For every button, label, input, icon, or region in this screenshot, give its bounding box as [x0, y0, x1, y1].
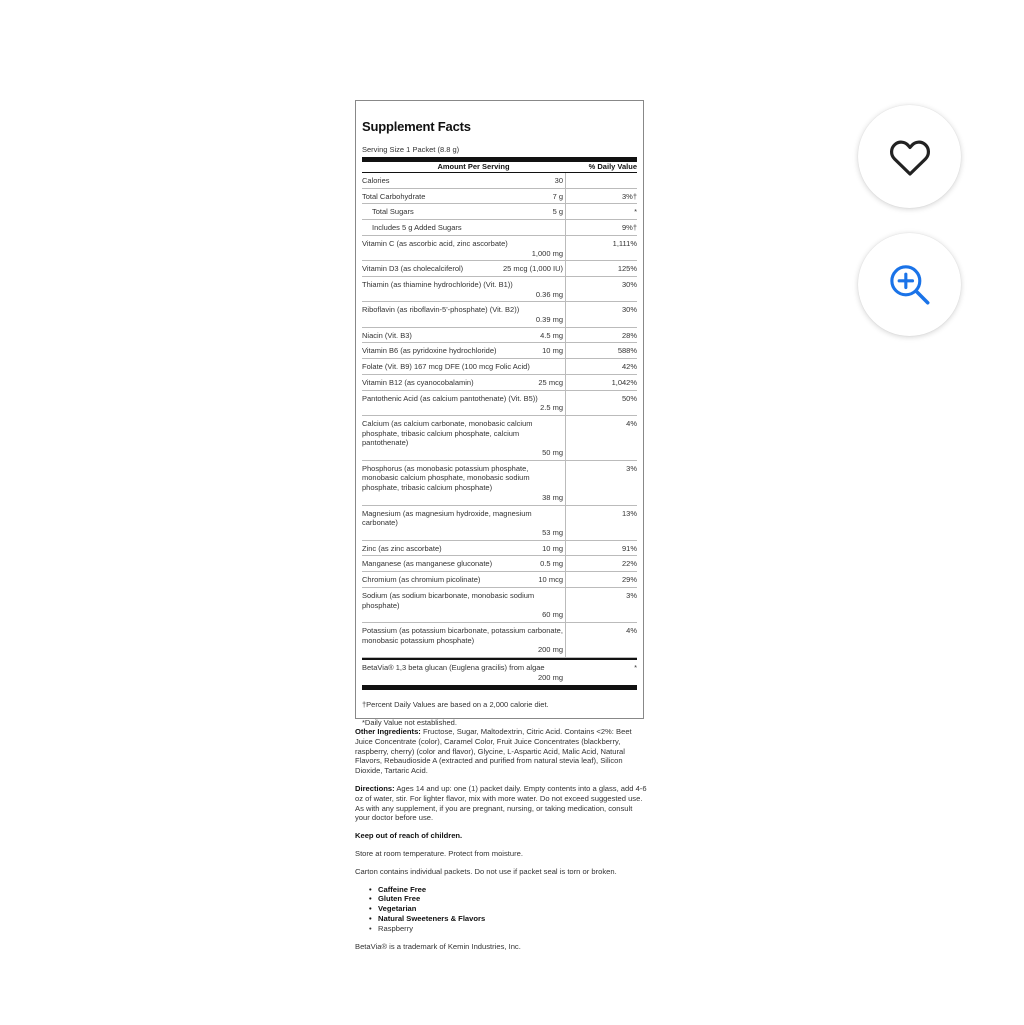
nutrient-daily-value: 1,042%: [565, 375, 637, 390]
nutrient-name-cell: [362, 588, 565, 622]
feature-item: • Vegetarian: [369, 904, 647, 914]
nutrient-name-cell: [362, 261, 565, 276]
nutrient-amount: 50 mg: [542, 448, 563, 458]
betavia-row: [362, 660, 637, 684]
nutrient-name: Total Carbohydrate: [362, 191, 426, 201]
bottom-rule: [362, 685, 637, 690]
warning: [355, 831, 647, 841]
nutrient-name: Pantothenic Acid (as calcium pantothenate) (Vit. B5)): [362, 393, 538, 403]
nutrient-amount: 2.5 mg: [540, 403, 563, 413]
nutrient-name: Niacin (Vit. B3): [362, 330, 412, 340]
carton-text: Carton contains individual packets. Do not use if packet seal is torn or broken.: [355, 866, 617, 876]
nutrient-amount: 1,000 mg: [531, 248, 563, 258]
nutrient-amount: 0.36 mg: [535, 289, 563, 299]
nutrient-name: Total Sugars: [372, 207, 414, 217]
nutrient-row: [362, 588, 637, 623]
footnote-percent: †Percent Daily Values are based on a 2,000 calorie diet.: [362, 700, 549, 710]
nutrient-name: Calories: [362, 176, 390, 185]
nutrient-name: Vitamin D3 (as cholecalciferol): [362, 264, 464, 274]
nutrient-daily-value: 50%: [565, 391, 637, 415]
label-title: Supplement Facts: [362, 119, 471, 134]
nutrient-name: Potassium (as potassium bicarbonate, potassium carbonate, monobasic potassium phosphate): [362, 625, 563, 645]
nutrient-daily-value: 4%: [565, 416, 637, 460]
favorite-button[interactable]: [858, 105, 961, 208]
header-amount: Amount Per Serving: [437, 162, 510, 171]
directions: [355, 784, 647, 823]
nutrient-daily-value: 28%: [565, 328, 637, 343]
nutrient-name: Folate (Vit. B9) 167 mcg DFE (100 mcg Folic Acid): [362, 362, 530, 372]
other-ingredients-label: Other Ingredients:: [355, 727, 421, 736]
nutrient-name-cell: [362, 204, 565, 219]
nutrient-daily-value: 3%: [565, 588, 637, 622]
nutrient-name-cell: [362, 173, 565, 188]
feature-item: • Caffeine Free: [369, 885, 647, 895]
nutrient-daily-value: 1,111%: [565, 236, 637, 260]
other-ingredients: [355, 727, 647, 776]
serving-size: Serving Size 1 Packet (8.8 g): [362, 145, 460, 154]
nutrient-name: Sodium (as sodium bicarbonate, monobasic sodium phosphate): [362, 590, 535, 610]
warning-text: Keep out of reach of children.: [355, 831, 463, 841]
nutrient-name: Thiamin (as thiamine hydrochloride) (Vit. B1)): [362, 279, 513, 289]
nutrient-row: [362, 173, 637, 189]
nutrient-name-cell: [362, 506, 565, 540]
nutrient-name-cell: [362, 359, 565, 374]
nutrient-name-cell: [362, 556, 565, 571]
nutrient-name: Riboflavin (as riboflavin-5'-phosphate) (Vit. B2)): [362, 305, 520, 315]
nutrient-daily-value: [565, 173, 637, 188]
nutrient-name: Includes 5 g Added Sugars: [372, 223, 462, 233]
nutrient-row: [362, 416, 637, 461]
nutrient-row: [362, 623, 637, 658]
nutrient-row: [362, 391, 637, 416]
nutrient-daily-value: 30%: [565, 302, 637, 326]
nutrient-amount: 30: [554, 176, 563, 185]
nutrient-daily-value: 588%: [565, 343, 637, 358]
nutrient-row: [362, 189, 637, 205]
nutrient-name-cell: [362, 189, 565, 204]
nutrient-daily-value: 30%: [565, 277, 637, 301]
header-daily-value: % Daily Value: [588, 162, 637, 171]
betavia-name: BetaVia® 1,3 beta glucan (Euglena gracilis) from algae: [362, 663, 545, 673]
nutrient-name: Vitamin B6 (as pyridoxine hydrochloride): [362, 346, 497, 356]
nutrient-name: Vitamin B12 (as cyanocobalamin): [362, 377, 474, 387]
nutrient-name-cell: [362, 416, 565, 460]
nutrient-row: [362, 236, 637, 261]
nutrient-daily-value: 3%: [565, 461, 637, 505]
nutrient-name: Chromium (as chromium picolinate): [362, 575, 481, 585]
nutrient-row: [362, 328, 637, 344]
nutrient-amount: 10 mg: [542, 543, 563, 553]
nutrient-row: [362, 204, 637, 220]
nutrient-amount: 60 mg: [542, 610, 563, 620]
betavia-amount: 200 mg: [537, 672, 563, 682]
nutrient-amount: 5 g: [552, 207, 563, 217]
nutrient-row: [362, 359, 637, 375]
nutrient-row: [362, 556, 637, 572]
heart-icon: [886, 133, 934, 181]
nutrient-row: [362, 261, 637, 277]
nutrient-name: Manganese (as manganese gluconate): [362, 559, 493, 569]
nutrient-daily-value: 42%: [565, 359, 637, 374]
nutrient-name: Vitamin C (as ascorbic acid, zinc ascorbate): [362, 238, 508, 248]
nutrient-name: Zinc (as zinc ascorbate): [362, 543, 442, 553]
feature-list: [355, 885, 647, 934]
betavia-dv: *: [634, 663, 637, 673]
nutrient-row: [362, 541, 637, 557]
nutrient-daily-value: 22%: [565, 556, 637, 571]
nutrient-row: [362, 572, 637, 588]
nutrient-amount: 0.39 mg: [535, 315, 563, 325]
nutrient-row: [362, 220, 637, 236]
nutrient-daily-value: 125%: [565, 261, 637, 276]
nutrient-name-cell: [362, 277, 565, 301]
nutrient-amount: 0.5 mg: [540, 559, 563, 569]
nutrient-name-cell: [362, 623, 565, 657]
nutrient-amount: 10 mcg: [538, 575, 563, 585]
nutrient-daily-value: 3%†: [565, 189, 637, 204]
nutrient-amount: 200 mg: [537, 645, 563, 655]
nutrient-rows: [362, 173, 637, 658]
nutrient-name-cell: [362, 572, 565, 587]
nutrient-name: Calcium (as calcium carbonate, monobasic calcium phosphate, tribasic calcium phosphate, calcium pantothenate): [362, 418, 533, 448]
directions-text: Ages 14 and up: one (1) packet daily. Empty contents into a glass, add 4-6 oz of water, stir. For lighter flavor, mix with more water. Do not exceed suggested use. As with any supplement, if you are pregnant, nursing, or taking medication, consult your doctor before use.: [355, 783, 647, 823]
nutrient-daily-value: 29%: [565, 572, 637, 587]
nutrient-name-cell: [362, 375, 565, 390]
nutrient-row: [362, 302, 637, 327]
nutrient-name-cell: [362, 541, 565, 556]
feature-item: • Raspberry: [369, 924, 647, 934]
nutrient-daily-value: *: [565, 204, 637, 219]
nutrient-name-cell: [362, 236, 565, 260]
nutrient-row: [362, 277, 637, 302]
nutrient-amount: 10 mg: [542, 346, 563, 356]
supplement-facts-label: [355, 100, 644, 728]
nutrient-name-cell: [362, 391, 565, 415]
zoom-in-icon: [885, 260, 935, 310]
nutrient-amount: 25 mcg: [538, 377, 563, 387]
nutrient-row: [362, 375, 637, 391]
nutrient-amount: 4.5 mg: [540, 330, 563, 340]
nutrient-name-cell: [362, 328, 565, 343]
nutrient-daily-value: 13%: [565, 506, 637, 540]
nutrient-name: Phosphorus (as monobasic potassium phosphate, monobasic calcium phosphate, monobasic sodium phosphate, tribasic calcium phosphate): [362, 463, 530, 493]
directions-label: Directions:: [355, 783, 395, 793]
nutrient-name: Magnesium (as magnesium hydroxide, magnesium carbonate): [362, 508, 532, 528]
nutrient-daily-value: 4%: [565, 623, 637, 657]
product-details: [355, 727, 647, 959]
storage-text: Store at room temperature. Protect from moisture.: [355, 848, 523, 858]
zoom-button[interactable]: [858, 233, 961, 336]
nutrient-name-cell: [362, 343, 565, 358]
nutrient-amount: 38 mg: [542, 492, 563, 502]
nutrient-row: [362, 461, 637, 506]
nutrient-amount: 7 g: [552, 191, 563, 201]
feature-item: • Natural Sweeteners & Flavors: [369, 914, 647, 924]
trademark-text: BetaVia® is a trademark of Kemin Industries, Inc.: [355, 941, 521, 951]
nutrient-name-cell: [362, 302, 565, 326]
nutrient-name-cell: [362, 220, 565, 235]
nutrient-amount: 25 mcg (1,000 IU): [502, 264, 563, 274]
footnote-daily-value: *Daily Value not established.: [362, 718, 457, 728]
nutrient-daily-value: 9%†: [565, 220, 637, 235]
other-ingredients-text: Fructose, Sugar, Maltodextrin, Citric Acid. Contains <2%: Beet Juice Concentrate (color), Caramel Color, Fruit Juice Concentrates (blackberry, raspberry, cherry) (color and flavor), Glycine, L-Aspartic Acid, Malic Acid, Natural Flavors, Rebaudioside A (extracted and purified from natural stevia leaf), Silicon Dioxide, Tartaric Acid.: [355, 727, 632, 776]
nutrient-row: [362, 343, 637, 359]
nutrient-row: [362, 506, 637, 541]
nutrient-amount: 53 mg: [542, 527, 563, 537]
feature-item: • Gluten Free: [369, 894, 647, 904]
table-header: [362, 162, 637, 173]
nutrient-daily-value: 91%: [565, 541, 637, 556]
nutrient-name-cell: [362, 461, 565, 505]
